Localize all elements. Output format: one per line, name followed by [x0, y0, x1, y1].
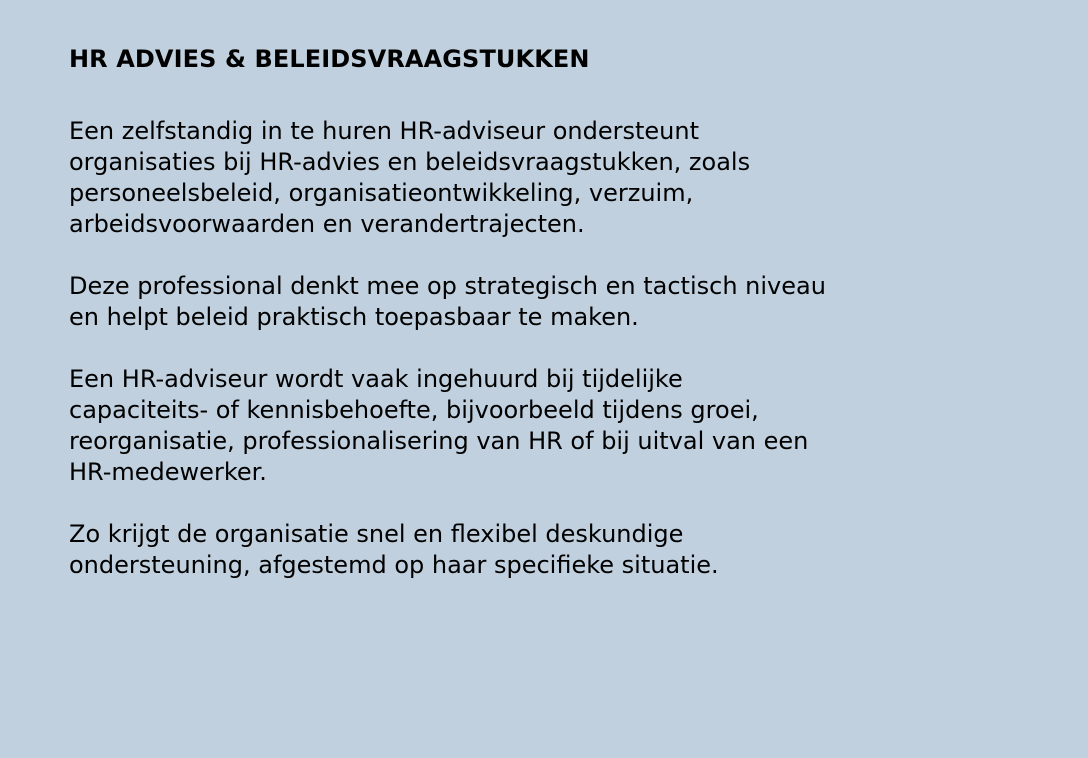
content-card — [69, 40, 1069, 612]
paragraph-hiring: Een HR-adviseur wordt vaak ingehuurd bij tijdelijke capaciteits- of kennisbehoefte, bijvoorbeeld tijdens groei, reorganisatie, professionalisering van HR of bij uitval van een HR-medewerker. — [69, 365, 809, 486]
paragraph-benefit: Zo krijgt de organisatie snel en flexibel deskundige ondersteuning, afgestemd op haar specifieke situatie. — [69, 520, 719, 579]
paragraph-role: Deze professional denkt mee op strategisch en tactisch niveau en helpt beleid praktisch toepasbaar te maken. — [69, 272, 826, 331]
paragraph-intro: Een zelfstandig in te huren HR-adviseur ondersteunt organisaties bij HR-advies en beleidsvraagstukken, zoals personeelsbeleid, organisatieontwikkeling, verzuim, arbeidsvoorwaarden en verandertrajecten. — [69, 117, 751, 238]
page-title: HR ADVIES & BELEIDSVRAAGSTUKKEN — [69, 45, 590, 73]
